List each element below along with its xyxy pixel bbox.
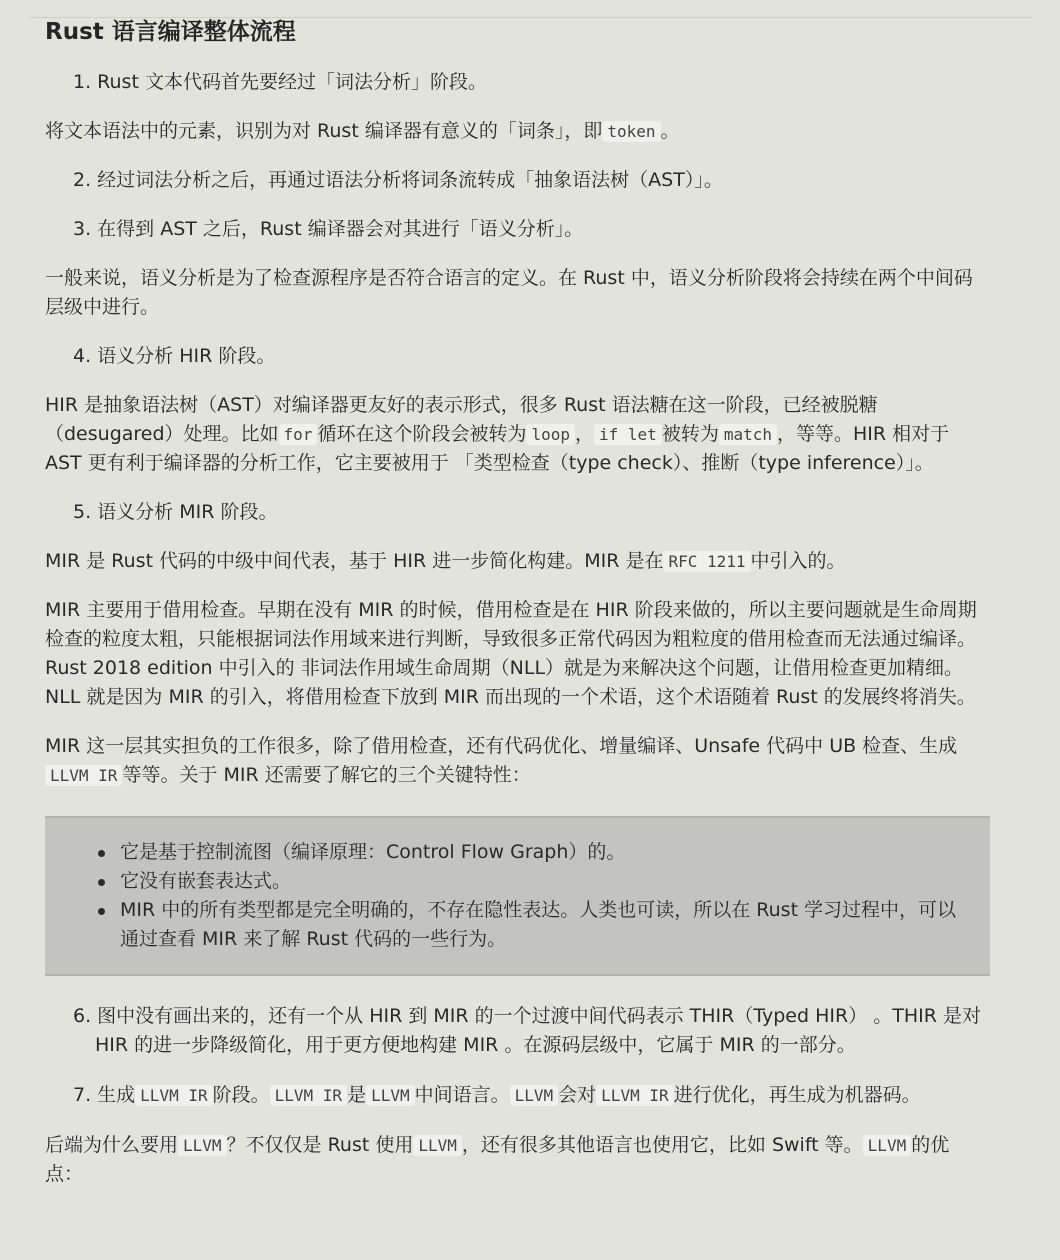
quote-item: MIR 中的所有类型都是完全明确的，不存在隐性表达。人类也可读，所以在 Rust 学习过程中，可以通过查看 MIR 来了解 Rust 代码的一些行为。 bbox=[120, 896, 960, 954]
step-7 bbox=[45, 1081, 985, 1110]
step-3: 3. 在得到 AST 之后，Rust 编译器会对其进行「语义分析」。 bbox=[73, 218, 584, 240]
step-4: 4. 语义分析 HIR 阶段。 bbox=[73, 345, 276, 367]
step-1-desc bbox=[45, 117, 985, 146]
inline-code: LLVM bbox=[413, 1135, 462, 1156]
backend-desc bbox=[45, 1131, 985, 1189]
inline-code: loop bbox=[526, 424, 575, 445]
text: 将文本语法中的元素，识别为对 Rust 编译器有意义的「词条」，即 bbox=[45, 120, 603, 142]
inline-code: LLVM bbox=[178, 1135, 227, 1156]
blockquote bbox=[45, 816, 990, 976]
hir-desc bbox=[45, 391, 985, 478]
inline-code: LLVM IR bbox=[45, 765, 122, 786]
text: ， bbox=[575, 423, 595, 445]
step-3-desc: 一般来说，语义分析是为了检查源程序是否符合语言的定义。在 Rust 中，语义分析阶段将会持续在两个中间码层级中进行。 bbox=[45, 267, 973, 318]
mir-desc-3 bbox=[45, 732, 985, 790]
text: 等等。关于 MIR 还需要了解它的三个关键特性： bbox=[122, 764, 531, 786]
inline-code: for bbox=[279, 424, 318, 445]
text: MIR 是 Rust 代码的中级中间代表，基于 HIR 进一步简化构建。MIR 是在 bbox=[45, 550, 664, 572]
inline-code: token bbox=[602, 121, 660, 142]
step-2: 2. 经过词法分析之后，再通过语法分析将词条流转成「抽象语法树（AST）」。 bbox=[73, 169, 723, 191]
step-5: 5. 语义分析 MIR 阶段。 bbox=[73, 501, 278, 523]
text: 循环在这个阶段会被转为 bbox=[317, 423, 527, 445]
inline-code: RFC 1211 bbox=[663, 551, 750, 572]
inline-code: if let bbox=[594, 424, 662, 445]
text: 后端为什么要用 bbox=[45, 1134, 179, 1156]
mir-desc-1 bbox=[45, 547, 985, 576]
text: 。 bbox=[660, 120, 680, 142]
text: 中间语言。 bbox=[414, 1084, 510, 1106]
text: 阶段。 bbox=[212, 1084, 270, 1106]
inline-code: match bbox=[719, 424, 777, 445]
quote-item: 它是基于控制流图（编译原理：Control Flow Graph）的。 bbox=[120, 838, 960, 867]
step-1: 1. Rust 文本代码首先要经过「词法分析」阶段。 bbox=[73, 71, 487, 93]
text: 7. 生成 bbox=[73, 1084, 136, 1106]
inline-code: LLVM IR bbox=[270, 1085, 347, 1106]
quote-item: 它没有嵌套表达式。 bbox=[120, 867, 960, 896]
inline-code: LLVM bbox=[510, 1085, 559, 1106]
text: ，等等。HIR 相对于 AST 更有利于编译器的分析工作，它主要被用于 「类型检查（type check）、推断（type inference）」。 bbox=[45, 423, 950, 474]
inline-code: LLVM bbox=[863, 1135, 912, 1156]
text: ？不仅仅是 Rust 使用 bbox=[226, 1134, 414, 1156]
text: MIR 这一层其实担负的工作很多，除了借用检查，还有代码优化、增量编译、Unsafe 代码中 UB 检查、生成 bbox=[45, 735, 958, 757]
text: 被转为 bbox=[661, 423, 719, 445]
text: 进行优化，再生成为机器码。 bbox=[673, 1084, 921, 1106]
text: 是 bbox=[347, 1084, 367, 1106]
text: 会对 bbox=[558, 1084, 597, 1106]
text: ，还有很多其他语言也使用它，比如 Swift 等。 bbox=[461, 1134, 863, 1156]
step-6: 6. 图中没有画出来的，还有一个从 HIR 到 MIR 的一个过渡中间代码表示 THIR（Typed HIR） 。THIR 是对 HIR 的进一步降级简化，用于更方便地构建 MIR 。在源码层级中，它属于 MIR 的一部分。 bbox=[73, 1005, 981, 1056]
text: 中引入的。 bbox=[750, 550, 846, 572]
mir-desc-2: MIR 主要用于借用检查。早期在没有 MIR 的时候，借用检查是在 HIR 阶段来做的，所以主要问题就是生命周期检查的粒度太粗，只能根据词法作用域来进行判断，导致很多正常代码因为粗粒度的借用检查而无法通过编译。Rust 2018 edition 中引入的 非词法作用域生命周期（NLL）就是为来解决这个问题，让借用检查更加精细。NLL 就是因为 MIR 的引入，将借用检查下放到 MIR 而出现的一个术语，这个术语随着 Rust 的发展终将消失。 bbox=[45, 599, 977, 708]
inline-code: LLVM IR bbox=[135, 1085, 212, 1106]
article bbox=[45, 14, 985, 1189]
inline-code: LLVM IR bbox=[596, 1085, 673, 1106]
text: 的优点： bbox=[45, 1134, 950, 1185]
section-title: Rust 语言编译整体流程 bbox=[45, 19, 296, 45]
inline-code: LLVM bbox=[366, 1085, 415, 1106]
text: HIR 是抽象语法树（AST）对编译器更友好的表示形式，很多 Rust 语法糖在这一阶段，已经被脱糖（desugared）处理。比如 bbox=[45, 394, 878, 445]
